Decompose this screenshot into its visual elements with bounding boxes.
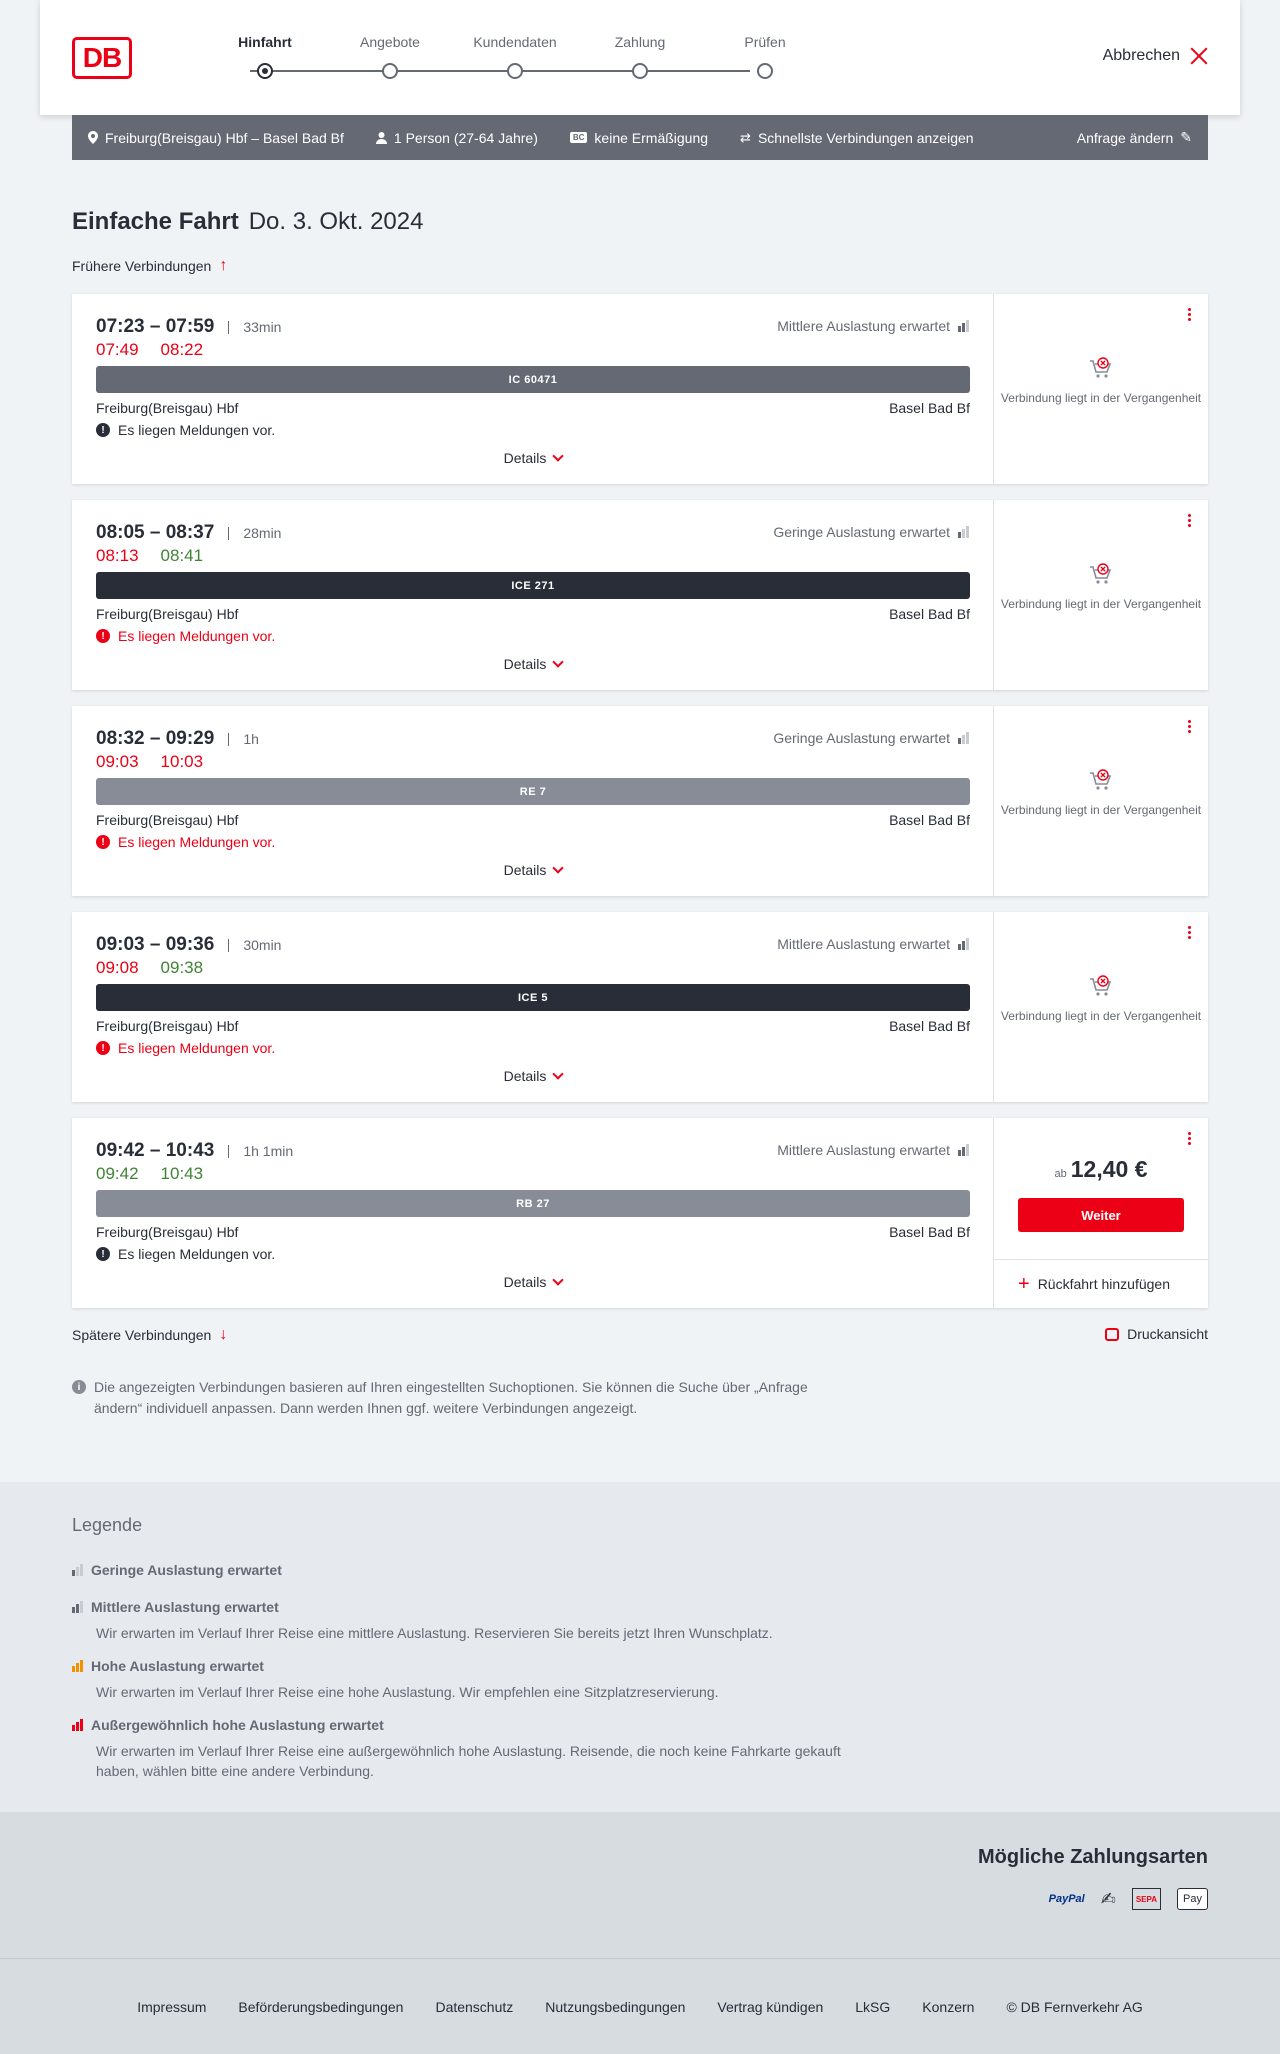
occupancy-icon bbox=[958, 526, 969, 538]
cart-unavailable-icon bbox=[1088, 356, 1114, 382]
destination-station: Basel Bad Bf bbox=[889, 812, 970, 828]
arrow-up-icon: ↑ bbox=[219, 257, 228, 274]
more-options-icon[interactable] bbox=[1188, 1132, 1192, 1147]
footer bbox=[0, 1958, 1280, 2054]
step-angebote: Angebote bbox=[335, 34, 445, 50]
price-value: 12,40 € bbox=[1070, 1156, 1148, 1182]
realtime-times bbox=[96, 958, 203, 978]
legend-item-desc: Wir erwarten im Verlauf Ihrer Reise eine mittlere Auslastung. Reservieren Sie bereits jetzt Ihren Wunschplatz. bbox=[96, 1625, 773, 1641]
medium-load-icon bbox=[72, 1601, 83, 1613]
offer-panel bbox=[994, 1118, 1208, 1308]
info-note bbox=[72, 1377, 852, 1419]
realtime-arrival: 09:38 bbox=[160, 958, 204, 977]
past-connection-text: Verbindung liegt in der Vergangenheit bbox=[1000, 803, 1202, 817]
fastest-text: Schnellste Verbindungen anzeigen bbox=[757, 129, 974, 146]
offer-panel bbox=[994, 912, 1208, 1102]
info-text: Die angezeigten Verbindungen basieren auf Ihren eingestellten Suchoptionen. Sie können die Suche über „Anfrage ändern“ individuell anpassen. Dann werden Ihnen ggf. weitere Verbindungen angezeigt. bbox=[94, 1379, 808, 1416]
route-text: Freiburg(Breisgau) Hbf – Basel Bad Bf bbox=[105, 129, 344, 146]
origin-station: Freiburg(Breisgau) Hbf bbox=[96, 606, 239, 622]
connection-info bbox=[72, 1118, 994, 1308]
payment-icons bbox=[1049, 1888, 1208, 1910]
connection-info bbox=[72, 706, 994, 896]
step-dot bbox=[507, 63, 523, 79]
load-text: Geringe Auslastung erwartet bbox=[773, 524, 950, 540]
info-icon: i bbox=[72, 1380, 86, 1394]
cancel-button[interactable] bbox=[1103, 47, 1208, 65]
past-connection-note bbox=[994, 562, 1208, 612]
messages-text: Es liegen Meldungen vor. bbox=[118, 1040, 276, 1056]
add-return-label: Rückfahrt hinzufügen bbox=[1037, 1276, 1170, 1292]
past-connection-text: Verbindung liegt in der Vergangenheit bbox=[1000, 597, 1202, 611]
alert-icon: ! bbox=[96, 423, 110, 437]
trip-type: Einfache Fahrt bbox=[72, 208, 239, 235]
cancel-label: Abbrechen bbox=[1102, 47, 1180, 64]
header bbox=[40, 0, 1240, 115]
fastest-option bbox=[740, 130, 974, 146]
price bbox=[994, 1156, 1208, 1183]
load-text: Geringe Auslastung erwartet bbox=[773, 730, 950, 746]
legend-item-extreme bbox=[72, 1717, 852, 1781]
extreme-load-icon bbox=[72, 1719, 83, 1731]
scheduled-times bbox=[96, 522, 281, 544]
messages-notice bbox=[96, 422, 275, 438]
scheduled-times bbox=[96, 728, 259, 750]
chevron-down-icon bbox=[553, 1274, 564, 1285]
bahncard-icon: BC bbox=[570, 132, 588, 143]
close-icon bbox=[1190, 47, 1208, 65]
legend-item-desc: Wir erwarten im Verlauf Ihrer Reise eine außergewöhnlich hohe Auslastung. Reisende, die noch keine Fahrkarte gekauft haben, wählen bitte eine andere Verbindung. bbox=[96, 1743, 841, 1779]
details-label: Details bbox=[503, 862, 547, 878]
legend-section bbox=[0, 1482, 1280, 1812]
footer-copyright: © DB Fernverkehr AG bbox=[1006, 1998, 1143, 2015]
messages-notice bbox=[96, 1246, 275, 1262]
origin-station: Freiburg(Breisgau) Hbf bbox=[96, 1224, 239, 1240]
step-dot bbox=[257, 63, 273, 79]
apple-pay-icon: Pay bbox=[1177, 1888, 1208, 1910]
cart-unavailable-icon bbox=[1088, 562, 1114, 588]
load-forecast bbox=[773, 730, 969, 746]
offer-panel bbox=[994, 294, 1208, 484]
step-zahlung: Zahlung bbox=[585, 34, 695, 50]
cart-unavailable-icon bbox=[1088, 768, 1114, 794]
details-toggle[interactable] bbox=[72, 656, 994, 672]
connection-card[interactable] bbox=[72, 294, 1208, 484]
duration: 28min bbox=[228, 527, 281, 540]
load-text: Mittlere Auslastung erwartet bbox=[777, 1142, 950, 1158]
discount-text: keine Ermäßigung bbox=[594, 129, 709, 146]
realtime-arrival: 08:41 bbox=[160, 546, 204, 565]
past-connection-text: Verbindung liegt in der Vergangenheit bbox=[1000, 391, 1202, 405]
messages-text: Es liegen Meldungen vor. bbox=[118, 834, 276, 850]
more-options-icon[interactable] bbox=[1188, 308, 1192, 323]
origin-station: Freiburg(Breisgau) Hbf bbox=[96, 400, 239, 416]
duration: 30min bbox=[228, 939, 281, 952]
price-prefix: ab bbox=[1054, 1168, 1067, 1180]
change-request-button[interactable] bbox=[1077, 129, 1192, 146]
step-kundendaten: Kundendaten bbox=[460, 34, 570, 50]
page-title bbox=[72, 208, 423, 236]
stations bbox=[96, 812, 970, 828]
footer-link-vertrag-kuendigen[interactable]: Vertrag kündigen bbox=[717, 1998, 824, 2015]
later-label: Spätere Verbindungen bbox=[72, 1327, 212, 1343]
print-view-link[interactable] bbox=[1105, 1326, 1208, 1342]
past-connection-note bbox=[994, 974, 1208, 1024]
stations bbox=[96, 400, 970, 416]
details-label: Details bbox=[503, 1068, 547, 1084]
print-label: Druckansicht bbox=[1127, 1326, 1208, 1342]
load-text: Mittlere Auslastung erwartet bbox=[777, 318, 950, 334]
legend-item-high bbox=[72, 1658, 852, 1702]
pencil-icon: ✎ bbox=[1180, 129, 1192, 145]
chevron-down-icon bbox=[553, 656, 564, 667]
step-hinfahrt[interactable]: Hinfahrt bbox=[210, 34, 320, 50]
realtime-departure: 09:08 bbox=[96, 958, 139, 977]
footer-link-lksg[interactable]: LkSG bbox=[855, 1998, 891, 2015]
occupancy-icon bbox=[958, 732, 969, 744]
stations bbox=[96, 1224, 970, 1240]
persons-text: 1 Person (27-64 Jahre) bbox=[393, 129, 538, 146]
load-forecast bbox=[777, 936, 969, 952]
occupancy-icon bbox=[958, 320, 969, 332]
trip-date: Do. 3. Okt. 2024 bbox=[248, 208, 424, 235]
duration: 1h bbox=[228, 733, 259, 746]
realtime-times bbox=[96, 752, 203, 772]
load-forecast bbox=[777, 318, 969, 334]
change-request-label: Anfrage ändern bbox=[1076, 129, 1174, 146]
realtime-departure: 09:03 bbox=[96, 752, 139, 771]
load-forecast bbox=[773, 524, 969, 540]
scheduled-times bbox=[96, 1140, 293, 1162]
connection-info bbox=[72, 912, 994, 1102]
person-icon bbox=[376, 132, 387, 144]
origin-station: Freiburg(Breisgau) Hbf bbox=[96, 812, 239, 828]
direct-debit-icon: ✍ bbox=[1100, 1888, 1116, 1909]
train-bar[interactable]: ICE 271 bbox=[96, 572, 970, 599]
realtime-times bbox=[96, 1164, 203, 1184]
footer-link-befoerderungsbedingungen[interactable]: Beförderungsbedingungen bbox=[238, 1998, 404, 2015]
db-logo[interactable]: DB bbox=[72, 37, 132, 79]
alert-icon: ! bbox=[96, 835, 110, 849]
step-dot bbox=[632, 63, 648, 79]
swap-arrows-icon: ⇄ bbox=[740, 129, 751, 145]
cart-unavailable-icon bbox=[1088, 974, 1114, 1000]
later-connections-link[interactable] bbox=[72, 1326, 227, 1344]
realtime-times bbox=[96, 546, 203, 566]
connection-info bbox=[72, 294, 994, 484]
details-label: Details bbox=[503, 450, 547, 466]
occupancy-icon bbox=[958, 938, 969, 950]
realtime-departure: 09:42 bbox=[96, 1164, 139, 1183]
progress-steps bbox=[210, 34, 810, 84]
payment-title: Mögliche Zahlungsarten bbox=[977, 1846, 1208, 1868]
paypal-icon: PayPal bbox=[1048, 1893, 1085, 1905]
load-text: Mittlere Auslastung erwartet bbox=[777, 936, 950, 952]
realtime-arrival: 08:22 bbox=[160, 340, 204, 359]
legend-item-low bbox=[72, 1562, 282, 1578]
sepa-icon: SEPA bbox=[1132, 1888, 1161, 1910]
legend-item-title: Außergewöhnlich hohe Auslastung erwartet bbox=[91, 1717, 384, 1733]
train-bar[interactable]: RB 27 bbox=[96, 1190, 970, 1217]
load-forecast bbox=[777, 1142, 969, 1158]
time-range: 09:03 – 09:36 bbox=[96, 934, 215, 955]
time-range: 08:05 – 08:37 bbox=[96, 522, 215, 543]
legend-item-desc: Wir erwarten im Verlauf Ihrer Reise eine hohe Auslastung. Wir empfehlen eine Sitzplatzreservierung. bbox=[96, 1684, 719, 1700]
offer-panel bbox=[994, 500, 1208, 690]
realtime-times bbox=[96, 340, 203, 360]
printer-icon bbox=[1105, 1328, 1119, 1341]
time-range: 08:32 – 09:29 bbox=[96, 728, 215, 749]
connection-card[interactable] bbox=[72, 500, 1208, 690]
origin-station: Freiburg(Breisgau) Hbf bbox=[96, 1018, 239, 1034]
location-pin-icon bbox=[88, 131, 98, 144]
legend-item-title: Mittlere Auslastung erwartet bbox=[91, 1599, 279, 1615]
route-summary bbox=[88, 130, 344, 146]
chevron-down-icon bbox=[553, 862, 564, 873]
footer-link-konzern[interactable]: Konzern bbox=[922, 1998, 975, 2015]
messages-text: Es liegen Meldungen vor. bbox=[118, 628, 276, 644]
step-pruefen: Prüfen bbox=[710, 34, 820, 50]
legend-item-medium bbox=[72, 1599, 852, 1643]
details-label: Details bbox=[503, 1274, 547, 1290]
destination-station: Basel Bad Bf bbox=[889, 1018, 970, 1034]
details-toggle[interactable] bbox=[72, 1068, 994, 1084]
connection-info bbox=[72, 500, 994, 690]
messages-text: Es liegen Meldungen vor. bbox=[118, 422, 276, 438]
step-dot bbox=[382, 63, 398, 79]
low-load-icon bbox=[72, 1564, 83, 1576]
destination-station: Basel Bad Bf bbox=[889, 606, 970, 622]
chevron-down-icon bbox=[553, 1068, 564, 1079]
destination-station: Basel Bad Bf bbox=[889, 1224, 970, 1240]
payment-methods-section bbox=[0, 1812, 1280, 1958]
alert-icon: ! bbox=[96, 629, 110, 643]
occupancy-icon bbox=[958, 1144, 969, 1156]
footer-link-impressum[interactable]: Impressum bbox=[137, 1998, 207, 2015]
messages-text: Es liegen Meldungen vor. bbox=[118, 1246, 276, 1262]
realtime-departure: 07:49 bbox=[96, 340, 139, 359]
chevron-down-icon bbox=[553, 450, 564, 461]
more-options-icon[interactable] bbox=[1188, 926, 1192, 941]
messages-notice bbox=[96, 628, 275, 644]
legend-item-title: Hohe Auslastung erwartet bbox=[91, 1658, 264, 1674]
messages-notice bbox=[96, 834, 275, 850]
past-connection-note bbox=[994, 768, 1208, 818]
duration: 33min bbox=[228, 321, 281, 334]
alert-icon: ! bbox=[96, 1041, 110, 1055]
offer-panel bbox=[994, 706, 1208, 896]
train-bar[interactable]: ICE 5 bbox=[96, 984, 970, 1011]
more-options-icon[interactable] bbox=[1188, 514, 1192, 529]
connection-card[interactable] bbox=[72, 1118, 1208, 1308]
time-range: 09:42 – 10:43 bbox=[96, 1140, 215, 1161]
alert-icon: ! bbox=[96, 1247, 110, 1261]
earlier-label: Frühere Verbindungen bbox=[72, 258, 212, 274]
step-line bbox=[250, 70, 750, 72]
details-label: Details bbox=[503, 656, 547, 672]
messages-notice bbox=[96, 1040, 275, 1056]
more-options-icon[interactable] bbox=[1188, 720, 1192, 735]
high-load-icon bbox=[72, 1660, 83, 1672]
duration: 1h 1min bbox=[228, 1145, 293, 1158]
plus-icon: + bbox=[1018, 1273, 1030, 1295]
add-return-trip-button[interactable] bbox=[994, 1259, 1208, 1308]
connection-card[interactable] bbox=[72, 706, 1208, 896]
persons-summary bbox=[376, 130, 538, 146]
realtime-arrival: 10:03 bbox=[160, 752, 204, 771]
continue-button[interactable]: Weiter bbox=[1018, 1198, 1184, 1232]
train-bar[interactable]: RE 7 bbox=[96, 778, 970, 805]
past-connection-note bbox=[994, 356, 1208, 406]
earlier-connections-link[interactable] bbox=[72, 257, 227, 275]
scheduled-times bbox=[96, 934, 281, 956]
destination-station: Basel Bad Bf bbox=[889, 400, 970, 416]
step-dot bbox=[757, 63, 773, 79]
connection-card[interactable] bbox=[72, 912, 1208, 1102]
stations bbox=[96, 606, 970, 622]
footer-link-nutzungsbedingungen[interactable]: Nutzungsbedingungen bbox=[545, 1998, 686, 2015]
past-connection-text: Verbindung liegt in der Vergangenheit bbox=[1000, 1009, 1202, 1023]
search-summary-bar bbox=[72, 115, 1208, 160]
footer-link-datenschutz[interactable]: Datenschutz bbox=[435, 1998, 514, 2015]
legend-item-title: Geringe Auslastung erwartet bbox=[91, 1562, 282, 1578]
arrow-down-icon: ↓ bbox=[219, 1326, 228, 1343]
details-toggle[interactable] bbox=[72, 1274, 994, 1290]
stations bbox=[96, 1018, 970, 1034]
time-range: 07:23 – 07:59 bbox=[96, 316, 215, 337]
legend-title: Legende bbox=[72, 1515, 143, 1535]
discount-summary bbox=[570, 130, 708, 146]
train-bar[interactable]: IC 60471 bbox=[96, 366, 970, 393]
scheduled-times bbox=[96, 316, 281, 338]
realtime-departure: 08:13 bbox=[96, 546, 139, 565]
realtime-arrival: 10:43 bbox=[160, 1164, 204, 1183]
details-toggle[interactable] bbox=[72, 450, 994, 466]
details-toggle[interactable] bbox=[72, 862, 994, 878]
